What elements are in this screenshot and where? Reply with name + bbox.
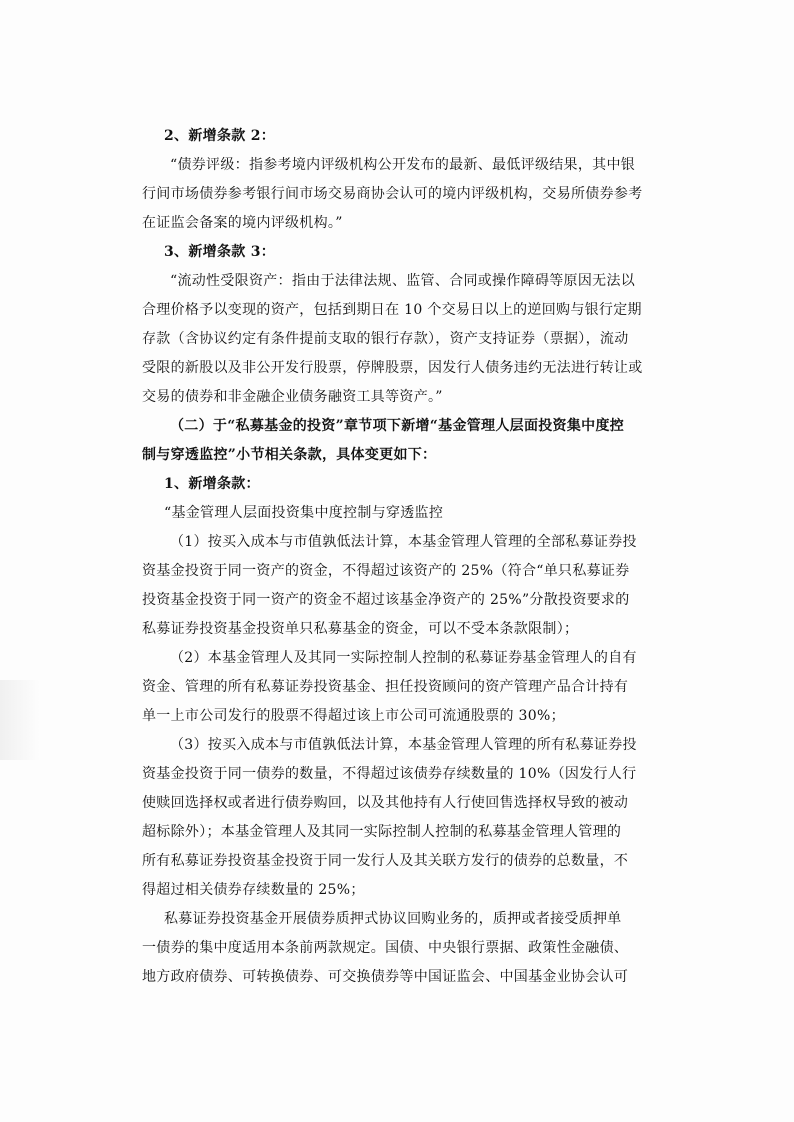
section-heading-line: （二）于“私募基金的投资”章节项下新增“基金管理人层面投资集中度控 <box>170 418 625 434</box>
body-text-line: 交易的债券和非金融企业债务融资工具等资产。” <box>142 389 443 405</box>
body-text-line: 一债券的集中度适用本条前两款规定。国债、中央银行票据、政策性金融债、 <box>142 940 629 956</box>
body-text-line: 存款（含协议约定有条件提前支取的银行存款），资产支持证券（票据），流动 <box>142 331 629 347</box>
section-heading-line: 制与穿透监控”小节相关条款，具体变更如下： <box>142 447 437 463</box>
body-text-line: 单一上市公司发行的股票不得超过该上市公司可流通股票的 30%； <box>142 708 565 724</box>
body-text-line: 投资基金投资于同一资产的资金不超过该基金净资产的 25%”分散投资要求的 <box>142 592 630 608</box>
body-text-line: 行间市场债券参考银行间市场交易商协会认可的境内评级机构，交易所债券参考 <box>142 186 643 202</box>
body-text-line: （1）按买入成本与市值孰低法计算，本基金管理人管理的全部私募证券投 <box>170 534 637 550</box>
body-text-line: 资金、管理的所有私募证券投资基金、担任投资顾问的资产管理产品合计持有 <box>142 679 629 695</box>
body-text-line: 使赎回选择权或者进行债券购回，以及其他持有人行使回售选择权导致的被动 <box>142 795 629 811</box>
body-text-line: （2）本基金管理人及其同一实际控制人控制的私募证券基金管理人的自有 <box>170 650 637 666</box>
body-text-line: 地方政府债券、可转换债券、可交换债券等中国证监会、中国基金业协会认可 <box>142 969 629 985</box>
body-text-line: 资基金投资于同一债券的数量，不得超过该债券存续数量的 10%（因发行人行 <box>142 766 637 782</box>
body-text-line: 资基金投资于同一资产的资金，不得超过该资产的 25%（符合“单只私募证券 <box>142 563 630 579</box>
section-heading-line: 3、新增条款 3： <box>164 244 276 260</box>
body-text-line: 在证监会备案的境内评级机构。” <box>142 215 343 231</box>
body-text-line: 超标除外）；本基金管理人及其同一实际控制人控制的私募基金管理人管理的 <box>142 824 622 840</box>
scan-shadow <box>0 680 40 760</box>
body-text-line: “债券评级：指参考境内评级机构公开发布的最新、最低评级结果，其中银 <box>170 157 636 173</box>
body-text-line: 合理价格予以变现的资产，包括到期日在 10 个交易日以上的逆回购与银行定期 <box>142 302 642 318</box>
body-text-line: 得超过相关债券存续数量的 25%； <box>142 882 365 898</box>
section-heading-line: 2、新增条款 2： <box>164 128 276 144</box>
body-text-line: 受限的新股以及非公开发行股票，停牌股票，因发行人债务违约无法进行转让或 <box>142 360 643 376</box>
body-text-line: 私募证券投资基金开展债券质押式协议回购业务的，质押或者接受质押单 <box>164 911 622 927</box>
body-text-line: 所有私募证券投资基金投资于同一发行人及其关联方发行的债券的总数量，不 <box>142 853 629 869</box>
body-text-line: （3）按买入成本与市值孰低法计算，本基金管理人管理的所有私募证券投 <box>170 737 637 753</box>
body-text-line: “流动性受限资产：指由于法律法规、监管、合同或操作障碍等原因无法以 <box>170 273 636 289</box>
document-body <box>142 122 654 992</box>
section-heading-line: 1、新增条款： <box>164 476 260 492</box>
body-text-line: “基金管理人层面投资集中度控制与穿透监控 <box>164 505 444 521</box>
body-text-line: 私募证券投资基金投资单只私募基金的资金，可以不受本条款限制）； <box>142 621 579 637</box>
